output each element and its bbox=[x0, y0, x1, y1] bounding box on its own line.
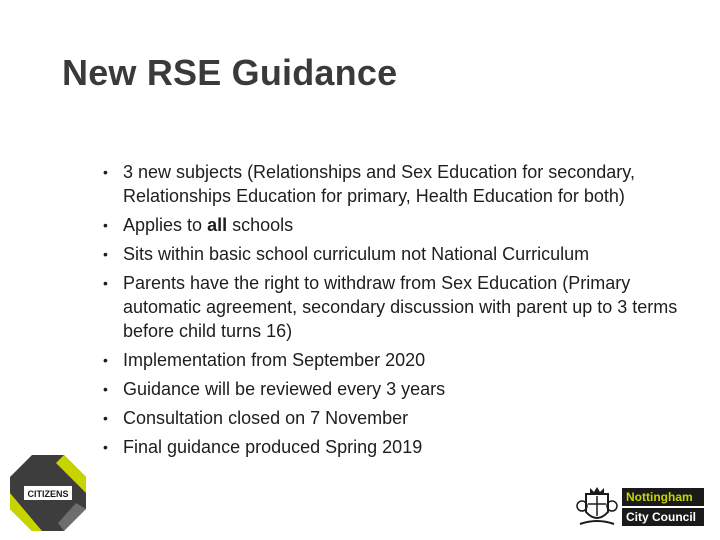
list-item: • Applies to all schools bbox=[103, 215, 294, 235]
emphasis-text: all bbox=[207, 215, 228, 235]
bullet-marker: • bbox=[103, 410, 108, 426]
bullet-marker: • bbox=[103, 439, 108, 455]
council-crest-icon bbox=[574, 484, 620, 530]
council-name bbox=[622, 488, 704, 528]
list-item: • Parents have the right to withdraw from Sex Education (Primary automatic agreement, secondary discussion with parent up to 3 terms before child turns 16) bbox=[103, 273, 678, 341]
council-name-line2: City Council bbox=[622, 508, 704, 526]
list-item: • Implementation from September 2020 bbox=[103, 350, 426, 370]
list-item: • Guidance will be reviewed every 3 years bbox=[103, 379, 446, 399]
list-item: • Sits within basic school curriculum not National Curriculum bbox=[103, 244, 590, 264]
bullet-list bbox=[103, 160, 693, 464]
council-logo bbox=[574, 484, 706, 530]
bullet-marker: • bbox=[103, 246, 108, 262]
bullet-marker: • bbox=[103, 381, 108, 397]
list-item: • Final guidance produced Spring 2019 bbox=[103, 437, 423, 457]
badge-label: CITIZENS bbox=[27, 489, 69, 499]
list-item: • Consultation closed on 7 November bbox=[103, 408, 409, 428]
bullet-marker: • bbox=[103, 352, 108, 368]
council-name-line1: Nottingham bbox=[622, 488, 704, 506]
bullet-marker: • bbox=[103, 217, 108, 233]
slide-title: New RSE Guidance bbox=[62, 52, 398, 93]
bullet-marker: • bbox=[103, 275, 108, 291]
citizens-badge-icon bbox=[8, 453, 88, 533]
list-item: • 3 new subjects (Relationships and Sex Education for secondary, Relationships Education for primary, Health Education for both) bbox=[103, 162, 635, 206]
bullet-marker: • bbox=[103, 164, 108, 180]
